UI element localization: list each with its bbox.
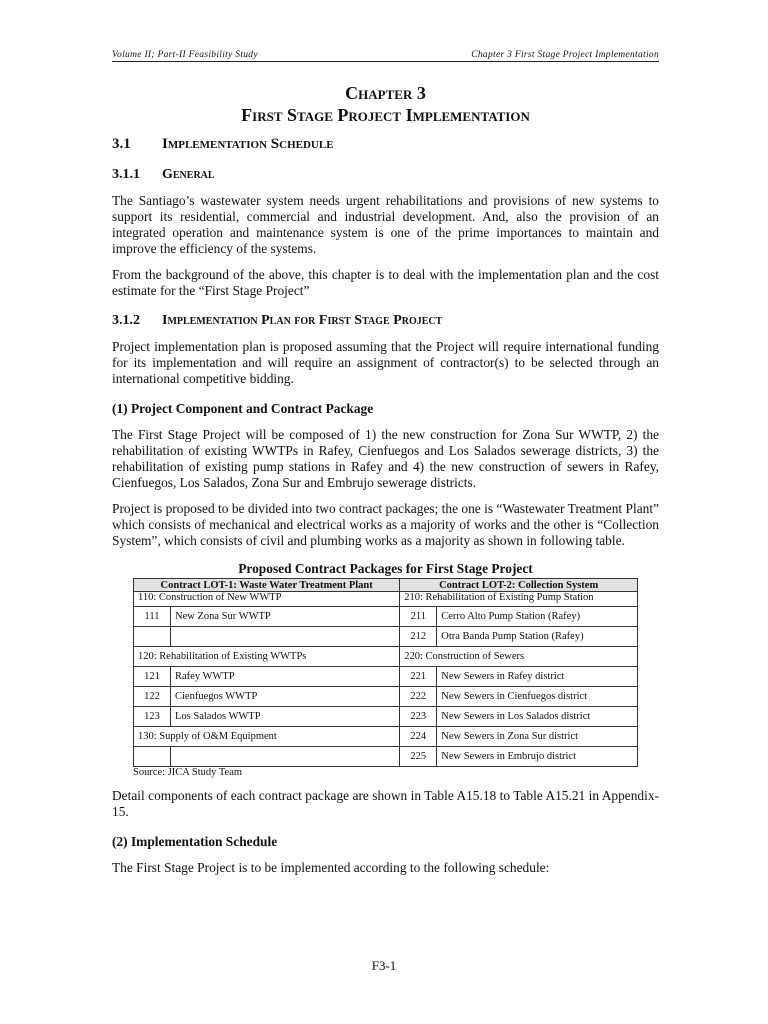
chapter-name: First Stage Project Implementation (241, 105, 530, 125)
chapter-title (112, 82, 659, 126)
table-row (134, 627, 638, 647)
empty-cell (134, 747, 171, 767)
section-title: Implementation Schedule (162, 136, 334, 152)
running-header (112, 50, 659, 62)
item-code: 212 (400, 627, 437, 647)
column-header-lot1: Contract LOT-1: Waste Water Treatment Plant (134, 579, 400, 592)
table-row (134, 667, 638, 687)
section-heading-3-1 (112, 136, 659, 153)
table-row (134, 707, 638, 727)
table-row (134, 647, 638, 667)
table-row (134, 607, 638, 627)
header-left: Volume II; Part-II Feasibility Study (112, 50, 258, 60)
item-name: New Sewers in Rafey district (437, 667, 638, 687)
subheading-implementation-schedule: (2) Implementation Schedule (112, 834, 278, 849)
paragraph: From the background of the above, this chapter is to deal with the implementation plan and the cost estimate for the “First Stage Project” (112, 267, 659, 298)
paragraph: The First Stage Project will be composed of 1) the new construction for Zona Sur WWTP, 2) the rehabilitation of existing WWTPs in Rafey, Cienfuegos and Los Salados sewerage districts, 3) the rehabilitation of existing pump stations in Rafey and 4) the new construction of sewers in Rafey, Cienfuegos, Los Salados, Zona Sur and Embrujo sewerage districts. (112, 427, 659, 490)
item-code: 222 (400, 687, 437, 707)
page-number: F3-1 (371, 958, 397, 973)
item-code: 225 (400, 747, 437, 767)
item-name: Rafey WWTP (171, 667, 400, 687)
item-code: 211 (400, 607, 437, 627)
item-code: 224 (400, 727, 437, 747)
item-code: 221 (400, 667, 437, 687)
paragraph: The Santiago’s wastewater system needs urgent rehabilitations and provisions of new systems to support its residential, commercial and industrial development. And, also the provision of an integrated operation and maintenance system is one of the prime importances to maintain and improve the efficiency of the systems. (112, 193, 659, 256)
group-label: 110: Construction of New WWTP (134, 592, 400, 607)
section-heading-3-1-1 (112, 167, 659, 183)
group-label: 210: Rehabilitation of Existing Pump Station (400, 592, 638, 607)
header-right: Chapter 3 First Stage Project Implementation (471, 50, 659, 60)
paragraph: Project is proposed to be divided into two contract packages; the one is “Wastewater Treatment Plant” which consists of mechanical and electrical works as a majority of works and the other is “Collection System”, which consists of civil and plumbing works as a majority as shown in following table. (112, 501, 659, 548)
chapter-number: Chapter 3 (345, 83, 426, 103)
paragraph: The First Stage Project is to be implemented according to the following schedule: (112, 860, 550, 875)
contract-packages-table (133, 578, 638, 767)
table-source: Source: JICA Study Team (133, 767, 243, 778)
paragraph: Detail components of each contract package are shown in Table A15.18 to Table A15.21 in Appendix-15. (112, 788, 659, 819)
group-label: 130: Supply of O&M Equipment (134, 727, 400, 747)
item-name: New Sewers in Los Salados district (437, 707, 638, 727)
table-row (134, 727, 638, 747)
section-number: 3.1.2 (112, 313, 140, 328)
section-title: Implementation Plan for First Stage Project (162, 313, 443, 328)
item-name: Cerro Alto Pump Station (Rafey) (437, 607, 638, 627)
section-number: 3.1 (112, 136, 131, 152)
paragraph: Project implementation plan is proposed assuming that the Project will require international funding for its implementation and will require an assignment of contractor(s) to be selected through an international competitive bidding. (112, 339, 659, 386)
table-header-row (134, 579, 638, 592)
item-code: 122 (134, 687, 171, 707)
item-name: New Sewers in Zona Sur district (437, 727, 638, 747)
item-code: 223 (400, 707, 437, 727)
group-label: 220: Construction of Sewers (400, 647, 638, 667)
table-row (134, 747, 638, 767)
section-title: General (162, 167, 215, 182)
empty-cell (134, 627, 171, 647)
table-title: Proposed Contract Packages for First Stage Project (238, 561, 533, 576)
empty-cell (171, 627, 400, 647)
item-name: Otra Banda Pump Station (Rafey) (437, 627, 638, 647)
item-name: New Zona Sur WWTP (171, 607, 400, 627)
item-code: 121 (134, 667, 171, 687)
group-label: 120: Rehabilitation of Existing WWTPs (134, 647, 400, 667)
item-name: New Sewers in Embrujo district (437, 747, 638, 767)
item-name: Los Salados WWTP (171, 707, 400, 727)
table-row (134, 592, 638, 607)
document-page (112, 50, 659, 876)
item-name: New Sewers in Cienfuegos district (437, 687, 638, 707)
subheading-project-component: (1) Project Component and Contract Package (112, 401, 374, 416)
item-name: Cienfuegos WWTP (171, 687, 400, 707)
column-header-lot2: Contract LOT-2: Collection System (400, 579, 638, 592)
item-code: 123 (134, 707, 171, 727)
item-code: 111 (134, 607, 171, 627)
table-row (134, 687, 638, 707)
section-number: 3.1.1 (112, 167, 140, 182)
section-heading-3-1-2 (112, 313, 659, 329)
empty-cell (171, 747, 400, 767)
